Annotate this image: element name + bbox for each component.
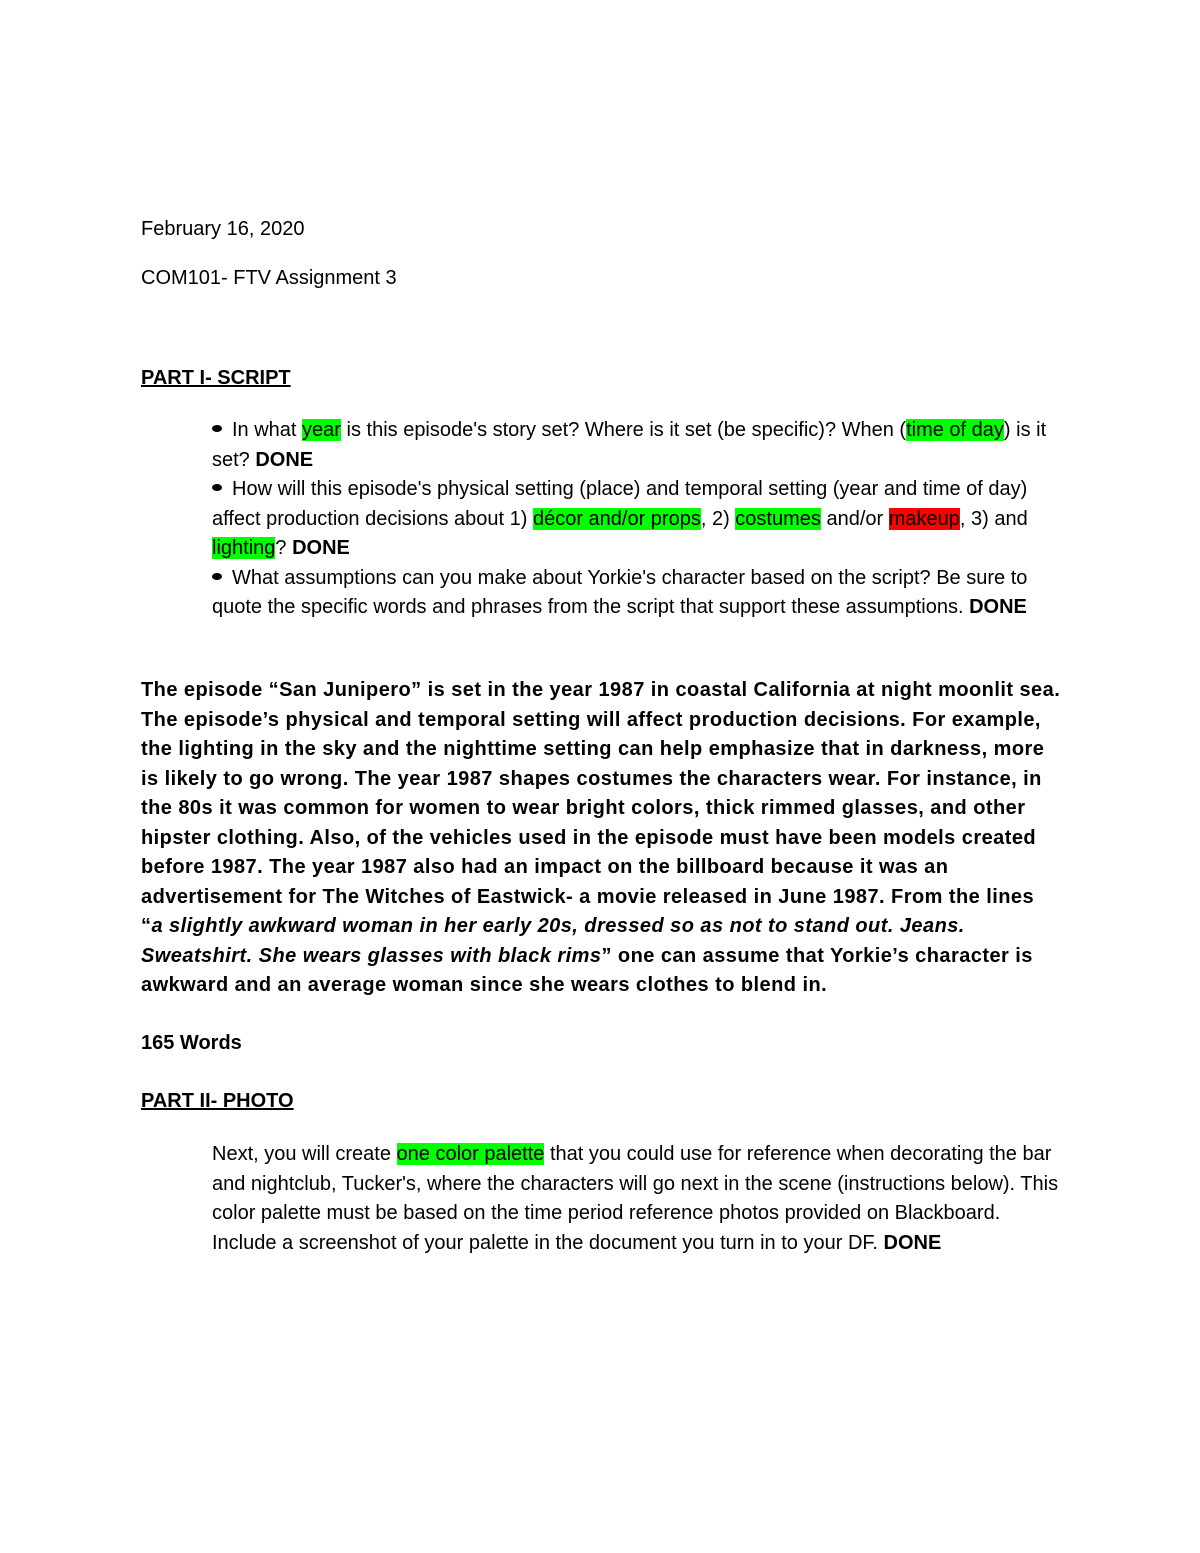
q2-text-3: and/or (820, 507, 889, 530)
q1-text-2: is this episode's story set? Where is it set (be specific)? When ( (340, 419, 907, 441)
highlight-makeup: makeup (888, 507, 960, 530)
question-1 (212, 416, 1062, 475)
done-label: DONE (883, 1231, 942, 1254)
bullet-icon (212, 573, 222, 580)
q2-text-2: , 2) (700, 507, 736, 530)
q2-text-5: ? (275, 537, 293, 559)
q1-text-1: In what (232, 419, 303, 441)
q3-text-1: What assumptions can you make about Yorkie's character based on the script? Be sure to quote the specific words and phrases from the script that support these assumptions. (212, 566, 1028, 618)
word-count: 165 Words (141, 1032, 242, 1054)
document-date: February 16, 2020 (141, 218, 305, 240)
part2-instructions (212, 1140, 1062, 1258)
q2-text-4: , 3) and (959, 507, 1028, 530)
essay-text-2: ” one can assume that Yorkie’s character is awkward and an average woman since she wears clothes to blend in. (141, 944, 1033, 996)
essay-quote: a slightly awkward woman in her early 20s, dressed so as not to stand out. Jeans. Sweatshirt. She wears glasses with black rims (141, 915, 965, 967)
bullet-icon (212, 484, 222, 491)
question-list (212, 416, 1062, 623)
essay-answer (141, 676, 1061, 1001)
q1-text-3: ) is it set? (212, 419, 1047, 471)
question-2 (212, 475, 1062, 564)
highlight-year: year (302, 419, 341, 441)
bullet-icon (212, 425, 222, 432)
done-label: DONE (255, 448, 314, 471)
highlight-time-of-day: time of day (906, 419, 1004, 441)
p2-text-1: Next, you will create (212, 1143, 397, 1165)
highlight-costumes: costumes (735, 507, 821, 530)
highlight-decor: décor and/or props (532, 507, 701, 530)
part1-heading: PART I- SCRIPT (141, 367, 291, 389)
done-label: DONE (969, 596, 1027, 618)
highlight-lighting: lighting (212, 537, 276, 559)
course-title: COM101- FTV Assignment 3 (141, 267, 397, 289)
p2-text-2: that you could use for reference when decorating the bar and nightclub, Tucker's, where the characters will go next in the scene (instructions below). This color palette must be based on the time period reference photos provided on Blackboard. Include a screenshot of your palette in the document you turn in to your DF. (212, 1143, 1059, 1254)
highlight-color-palette: one color palette (396, 1143, 545, 1165)
part2-heading: PART II- PHOTO (141, 1090, 294, 1112)
q2-text-1: How will this episode's physical setting (place) and temporal setting (year and time of day) affect production decisions about 1) (212, 478, 1028, 530)
done-label: DONE (292, 537, 350, 559)
question-3 (212, 564, 1062, 623)
essay-text-1: The episode “San Junipero” is set in the year 1987 in coastal California at night moonlit sea. The episode’s physical and temporal setting will affect production decisions. For example, the lighting in the sky and the nighttime setting can help emphasize that in darkness, more is likely to go wrong. The year 1987 shapes costumes the characters wear. For instance, in the 80s it was common for women to wear bright colors, thick rimmed glasses, and other hipster clothing. Also, of the vehicles used in the episode must have been models created before 1987. The year 1987 also had an impact on the billboard because it was an advertisement for The Witches of Eastwick- a movie released in June 1987. From the lines “ (141, 679, 1061, 937)
